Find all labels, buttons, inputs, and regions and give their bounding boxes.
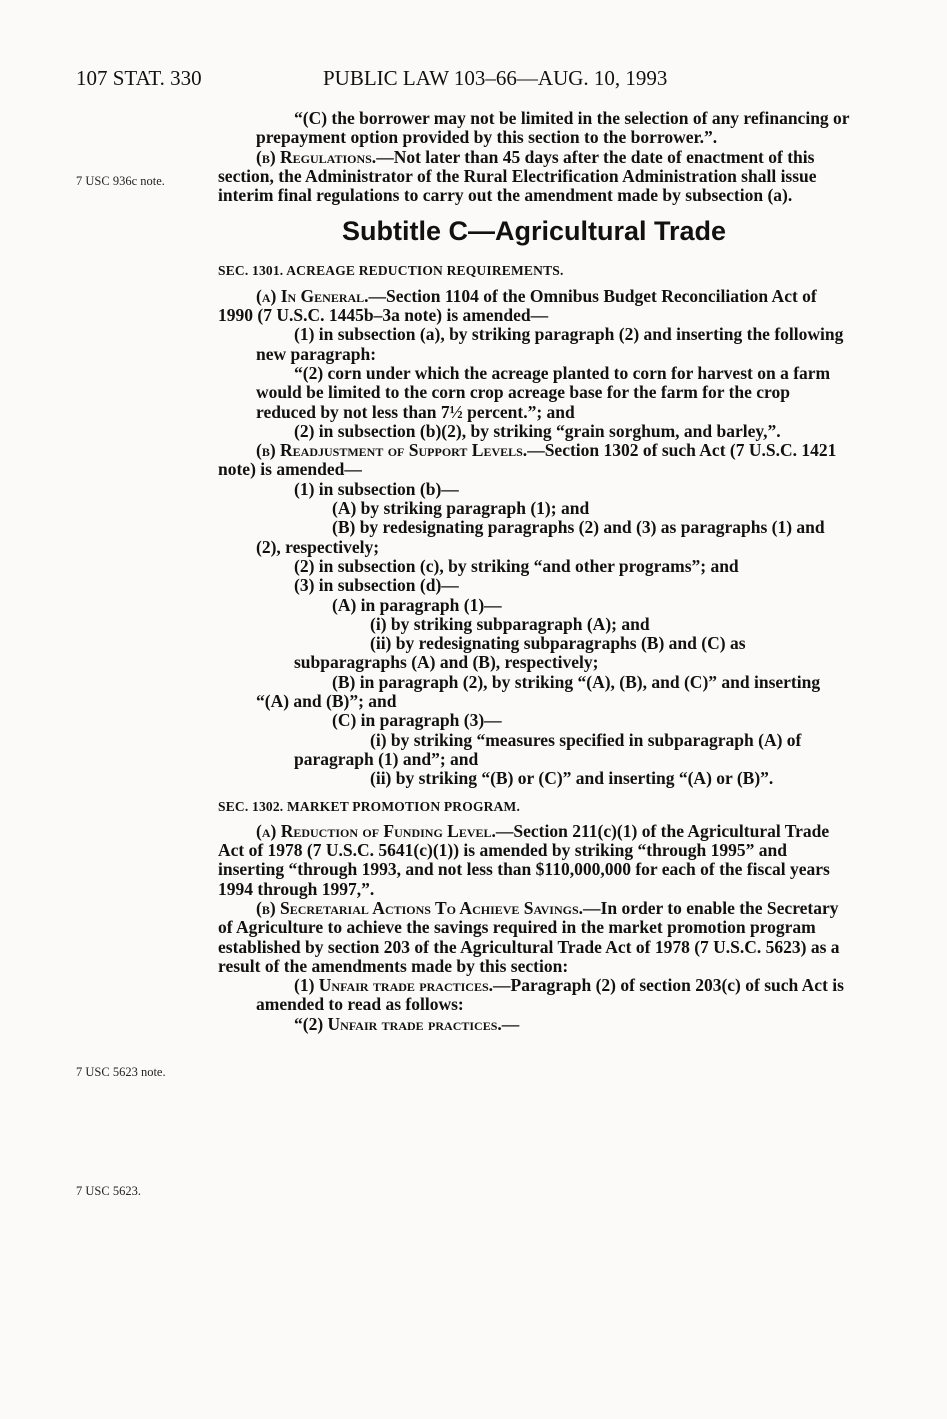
clause-b3B: (B) in paragraph (2), by striking “(A), (B), and (C)” and inserting “(A) and (B)”; and xyxy=(256,671,821,712)
paragraph-b-readjustment xyxy=(218,441,850,480)
margin-note-5623-note: 7 USC 5623 note. xyxy=(76,1065,166,1079)
stat-page-number: 107 STAT. 330 xyxy=(76,66,202,90)
clause-b3A: (A) in paragraph (1)— xyxy=(332,594,502,615)
margin-note-5623: 7 USC 5623. xyxy=(76,1184,141,1198)
secretarial-text: —In order to enable the Secretary of Agriculture to achieve the savings required in the market promotion program established by section 203 of the Agricultural Trade Act of 1978 (7 U.S.C. 5623) as a result of the amendments made by this section: xyxy=(218,897,840,976)
paragraph-c-borrower: “(C) the borrower may not be limited in the selection of any refinancing or prepayment option provided by this section to the borrower.”. xyxy=(256,108,850,148)
clause-b3: (3) in subsection (d)— xyxy=(294,575,459,596)
subtitle-heading: Subtitle C—Agricultural Trade xyxy=(341,216,727,247)
clause-b3Ci: (i) by striking “measures specified in subparagraph (A) of paragraph (1) and”; and xyxy=(294,729,802,769)
statute-text xyxy=(218,109,850,1034)
clause-b2: (2) in subsection (c), by striking “and other programs”; and xyxy=(294,555,739,576)
clause-b1A: (A) by striking paragraph (1); and xyxy=(332,498,590,519)
clause-b3C: (C) in paragraph (3)— xyxy=(332,710,502,731)
readjustment-heading: (b) Readjustment of Support Levels. xyxy=(256,440,528,461)
public-law-header: PUBLIC LAW 103–66—AUG. 10, 1993 xyxy=(323,66,668,90)
readjustment-text: —Section 1302 of such Act (7 U.S.C. 1421 note) is amended— xyxy=(218,440,837,480)
clause-a2: (2) in subsection (b)(2), by striking “grain sorghum, and barley,”. xyxy=(294,420,781,441)
section-1302-heading: SEC. 1302. MARKET PROMOTION PROGRAM. xyxy=(218,798,521,814)
paragraph-a-in-general xyxy=(218,287,850,326)
clause-b1: (1) in subsection (b)— xyxy=(294,478,459,499)
unfair-trade-heading: (1) Unfair trade practices. xyxy=(294,975,494,996)
regulations-text: —Not later than 45 days after the date of enactment of this section, the Administrator of the Rural Electrification Administration shall issue interim final regulations to carry out the amendment made by subsection (a). xyxy=(218,146,817,206)
in-general-text: —Section 1104 of the Omnibus Budget Reconciliation Act of 1990 (7 U.S.C. 1445b–3a note) is amended— xyxy=(218,285,817,326)
margin-note-936c: 7 USC 936c note. xyxy=(76,174,165,188)
clause-b3Cii: (ii) by striking “(B) or (C)” and inserting “(A) or (B)”. xyxy=(370,768,774,789)
secretarial-heading: (b) Secretarial Actions To Achieve Savings. xyxy=(256,897,584,918)
regulations-heading: (b) Regulations. xyxy=(256,146,377,167)
section-1301-heading: SEC. 1301. ACREAGE REDUCTION REQUIREMENTS. xyxy=(218,263,564,279)
clause-a1-quote: “(2) corn under which the acreage planted to corn for harvest on a farm would be limited to the corn crop acreage base for the farm for the crop reduced by not less than 7½ percent.”; and xyxy=(256,362,831,422)
clause-unfair-trade-quote: “(2) Unfair trade practices.— xyxy=(294,1013,520,1034)
unfair-trade-text: —Paragraph (2) of section 203(c) of such Act is amended to read as follows: xyxy=(256,975,844,1015)
funding-text: —Section 211(c)(1) of the Agricultural Trade Act of 1978 (7 U.S.C. 5641(c)(1)) is amended by striking “through 1995” and inserting “through 1993, and not less than $110,000,000 for each of the fiscal years 1994 through 1997,”. xyxy=(218,820,830,899)
clause-b1B: (B) by redesignating paragraphs (2) and (3) as paragraphs (1) and (2), respectively; xyxy=(256,517,825,557)
paragraph-b-regulations xyxy=(218,148,850,206)
clause-a1: (1) in subsection (a), by striking paragraph (2) and inserting the following new paragraph: xyxy=(256,324,844,364)
clause-b3Aii: (ii) by redesignating subparagraphs (B) and (C) as subparagraphs (A) and (B), respectively; xyxy=(294,633,746,673)
clause-unfair-trade xyxy=(218,976,850,1015)
paragraph-b-secretarial xyxy=(218,899,850,976)
in-general-heading: (a) In General. xyxy=(256,285,369,306)
paragraph-a-funding xyxy=(218,822,850,899)
clause-b3Ai: (i) by striking subparagraph (A); and xyxy=(370,613,650,634)
funding-heading: (a) Reduction of Funding Level. xyxy=(256,820,496,841)
